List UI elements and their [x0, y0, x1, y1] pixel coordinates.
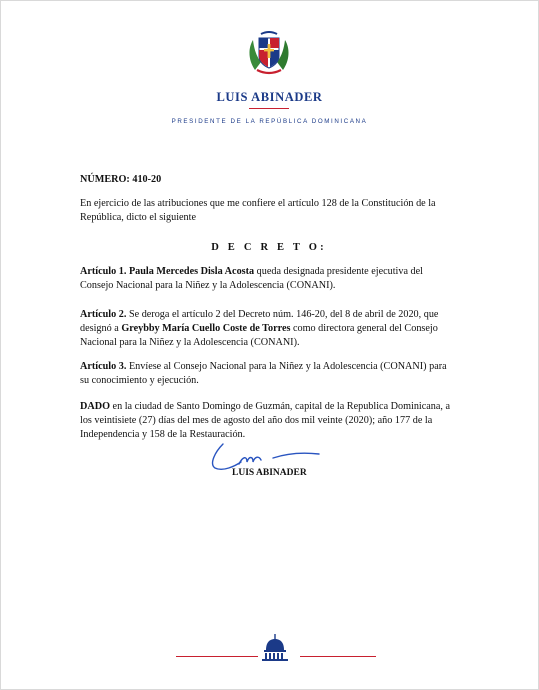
dado-paragraph [80, 400, 458, 442]
article-2-label: Artículo 2. [80, 309, 127, 321]
decree-number: NÚMERO: 410-20 [80, 174, 162, 186]
president-title: PRESIDENTE DE LA REPÚBLICA DOMINICANA [171, 118, 368, 125]
article-3 [80, 360, 458, 388]
article-1 [80, 265, 458, 293]
decree-intro: En ejercicio de las atribuciones que me confiere el artículo 128 de la Constitución de la República, dicto el siguiente [80, 198, 436, 224]
footer-rule-left [176, 656, 258, 657]
article-2-text-before: Se deroga el artículo 2 del Decreto núm. 146-20, del 8 de abril de 2020, que designó a [80, 309, 439, 335]
header-divider [249, 108, 289, 109]
article-3-text: Envíese al Consejo Nacional para la Niñez y la Adolescencia (CONANI) para su conocimiento y ejecución. [80, 361, 447, 387]
footer-rule-right [300, 656, 376, 657]
dado-text: en la ciudad de Santo Domingo de Guzmán, capital de la Republica Dominicana, a los veintisiete (27) días del mes de agosto del año dos mil veinte (2020); año 177 de la Independencia y 158 de la Restauración. [80, 401, 451, 441]
national-palace-dome-icon [260, 634, 290, 662]
article-2 [80, 308, 458, 350]
article-1-text: queda designada presidente ejecutiva del Consejo Nacional para la Niñez y la Adolescencia (CONANI). [80, 266, 423, 292]
article-2-text-after: como directora general del Consejo Nacional para la Niñez y la Adolescencia (CONANI). [80, 323, 438, 349]
decree-heading: D E C R E T O: [211, 241, 327, 253]
article-1-appointee: Paula Mercedes Disla Acosta [128, 266, 255, 278]
dominican-coat-of-arms-icon [245, 30, 293, 78]
article-2-name: Greybby María Cuello Coste de Torres [121, 323, 291, 335]
article-1-label: Artículo 1. [80, 266, 127, 278]
president-name: LUIS ABINADER [216, 90, 323, 104]
article-3-label: Artículo 3. [80, 361, 127, 373]
signatory-name: LUIS ABINADER [232, 468, 307, 478]
dado-label: DADO [80, 401, 110, 413]
